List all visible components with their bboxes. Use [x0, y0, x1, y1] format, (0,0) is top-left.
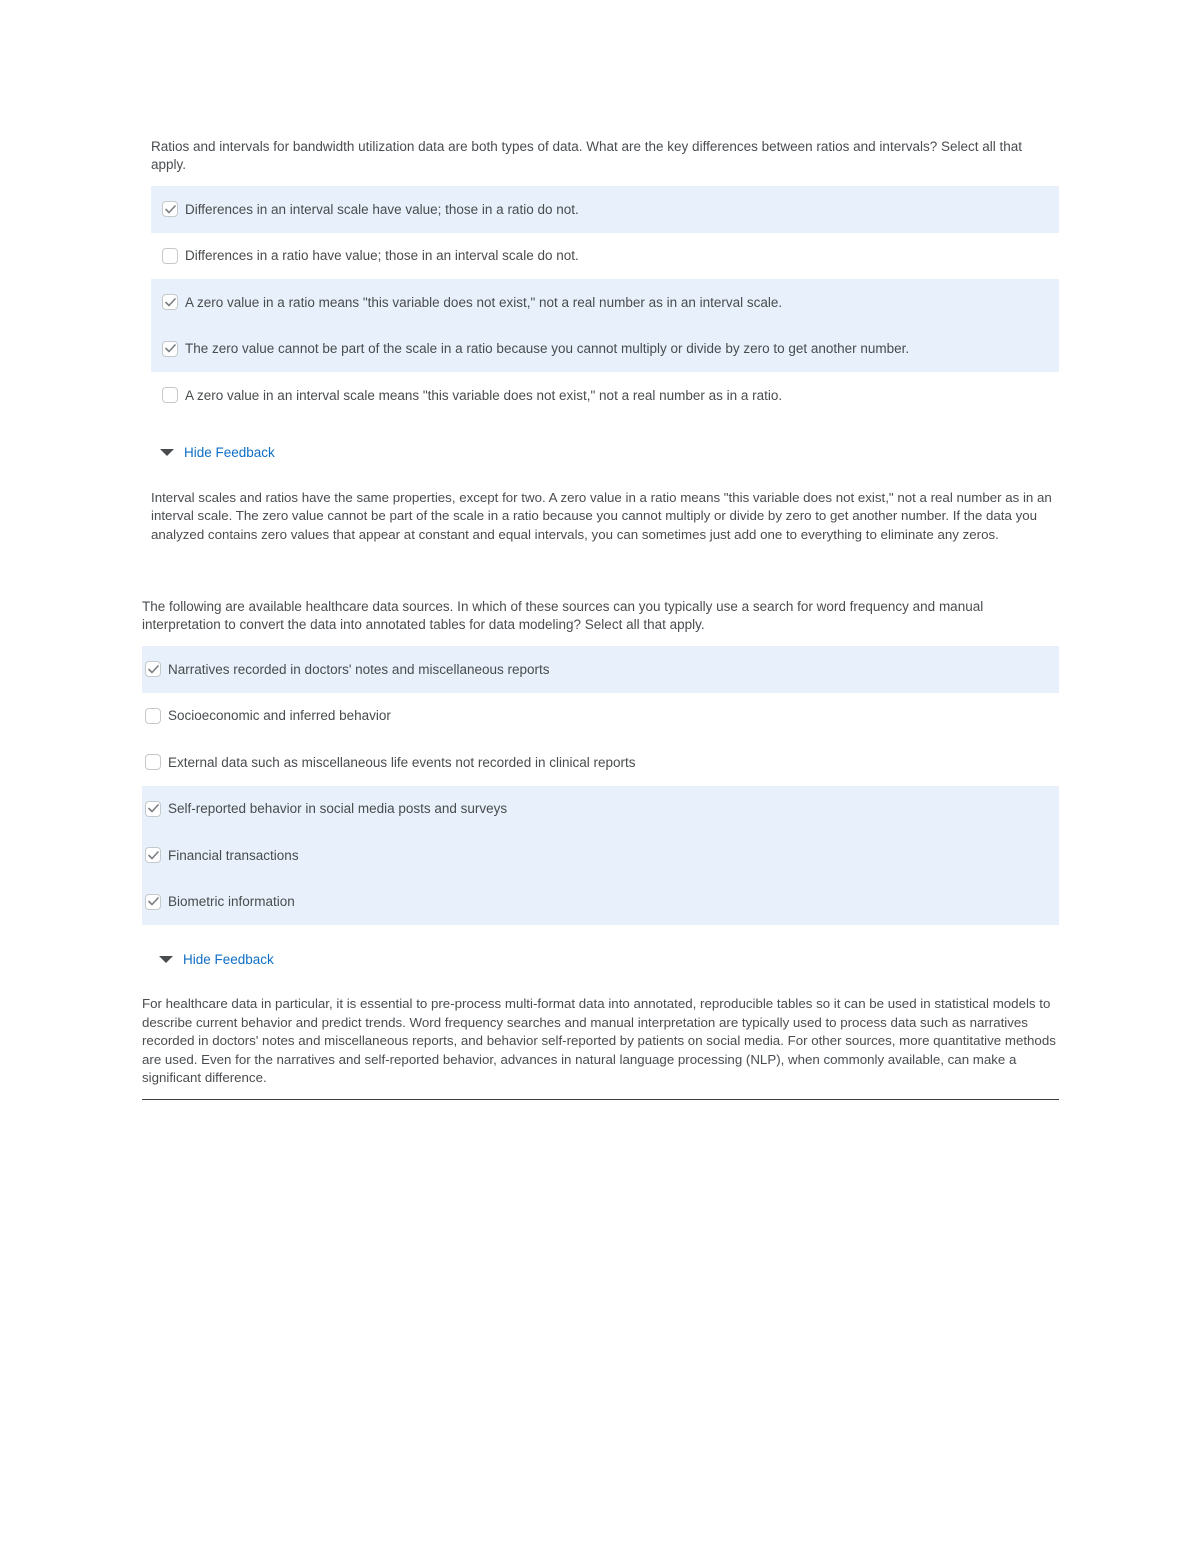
option-label: Narratives recorded in doctors' notes and miscellaneous reports — [168, 661, 550, 677]
checkbox[interactable] — [145, 754, 161, 770]
option-label: Biometric information — [168, 894, 295, 910]
question-prompt: The following are available healthcare data sources. In which of these sources can you typically use a search for word frequency and manual interpretation to convert the data into annotated tables for data modeling? Select all that apply. — [142, 599, 984, 632]
answer-option[interactable] — [151, 279, 1059, 326]
checkmark-icon — [165, 298, 176, 307]
checkbox[interactable] — [145, 661, 161, 677]
checkbox[interactable] — [145, 847, 161, 863]
checkbox[interactable] — [162, 341, 178, 357]
checkbox[interactable] — [145, 894, 161, 910]
answer-option[interactable] — [142, 879, 1059, 926]
hide-feedback-link[interactable]: Hide Feedback — [183, 951, 274, 967]
question-2 — [142, 598, 1059, 1088]
checkbox[interactable] — [145, 801, 161, 817]
hide-feedback-toggle[interactable] — [160, 443, 1059, 463]
option-label: Self-reported behavior in social media posts and surveys — [168, 801, 508, 817]
hide-feedback-toggle[interactable] — [159, 949, 1059, 969]
checkmark-icon — [165, 344, 176, 353]
checkmark-icon — [148, 804, 159, 813]
answer-options — [142, 186, 1059, 419]
option-label: Differences in a ratio have value; those in an interval scale do not. — [185, 248, 579, 264]
checkbox[interactable] — [162, 387, 178, 403]
option-label: Financial transactions — [168, 847, 299, 863]
caret-down-icon — [160, 449, 174, 456]
answer-option[interactable] — [151, 372, 1059, 419]
answer-option[interactable] — [142, 693, 1059, 740]
question-1 — [142, 138, 1059, 544]
option-label: Socioeconomic and inferred behavior — [168, 708, 391, 724]
caret-down-icon — [159, 956, 173, 963]
question-prompt: Ratios and intervals for bandwidth utilization data are both types of data. What are the key differences between ratios and intervals? Select all that apply. — [151, 139, 1023, 172]
option-label: A zero value in an interval scale means "this variable does not exist," not a real number as in a ratio. — [185, 387, 783, 403]
answer-option[interactable] — [142, 832, 1059, 879]
checkbox[interactable] — [162, 294, 178, 310]
answer-option[interactable] — [142, 646, 1059, 693]
answer-options — [142, 646, 1059, 925]
answer-option[interactable] — [142, 739, 1059, 786]
checkmark-icon — [148, 851, 159, 860]
answer-option[interactable] — [151, 233, 1059, 280]
answer-option[interactable] — [151, 186, 1059, 233]
divider — [142, 1099, 1059, 1100]
option-label: A zero value in a ratio means "this variable does not exist," not a real number as in an interval scale. — [185, 294, 783, 310]
option-label: The zero value cannot be part of the scale in a ratio because you cannot multiply or divide by zero to get another number. — [185, 341, 910, 357]
answer-option[interactable] — [142, 786, 1059, 833]
checkmark-icon — [165, 205, 176, 214]
answer-option[interactable] — [151, 326, 1059, 373]
checkbox[interactable] — [162, 248, 178, 264]
option-label: External data such as miscellaneous life events not recorded in clinical reports — [168, 754, 636, 770]
feedback-text: For healthcare data in particular, it is essential to pre-process multi-format data into annotated, reproducible tables so it can be used in statistical models to describe current behavior and predict trends. Word frequency searches and manual interpretation are typically used to process data such as narratives recorded in doctors' notes and miscellaneous reports, and behavior self-reported by patients on social media. For other sources, more quantitative methods are used. Even for the narratives and self-reported behavior, advances in natural language processing (NLP), when commonly available, can make a significant difference. — [142, 996, 1056, 1085]
option-label: Differences in an interval scale have value; those in a ratio do not. — [185, 201, 579, 217]
checkbox[interactable] — [145, 708, 161, 724]
checkmark-icon — [148, 665, 159, 674]
hide-feedback-link[interactable]: Hide Feedback — [184, 445, 275, 460]
checkbox[interactable] — [162, 201, 178, 217]
feedback-text: Interval scales and ratios have the same properties, except for two. A zero value in a ratio means "this variable does not exist," not a real number as in an interval scale. The zero value cannot be part of the scale in a ratio because you cannot multiply or divide by zero to get another number. If the data you analyzed contains zero values that appear at constant and equal intervals, you can sometimes just add one to everything to eliminate any zeros. — [151, 489, 1052, 542]
checkmark-icon — [148, 897, 159, 906]
